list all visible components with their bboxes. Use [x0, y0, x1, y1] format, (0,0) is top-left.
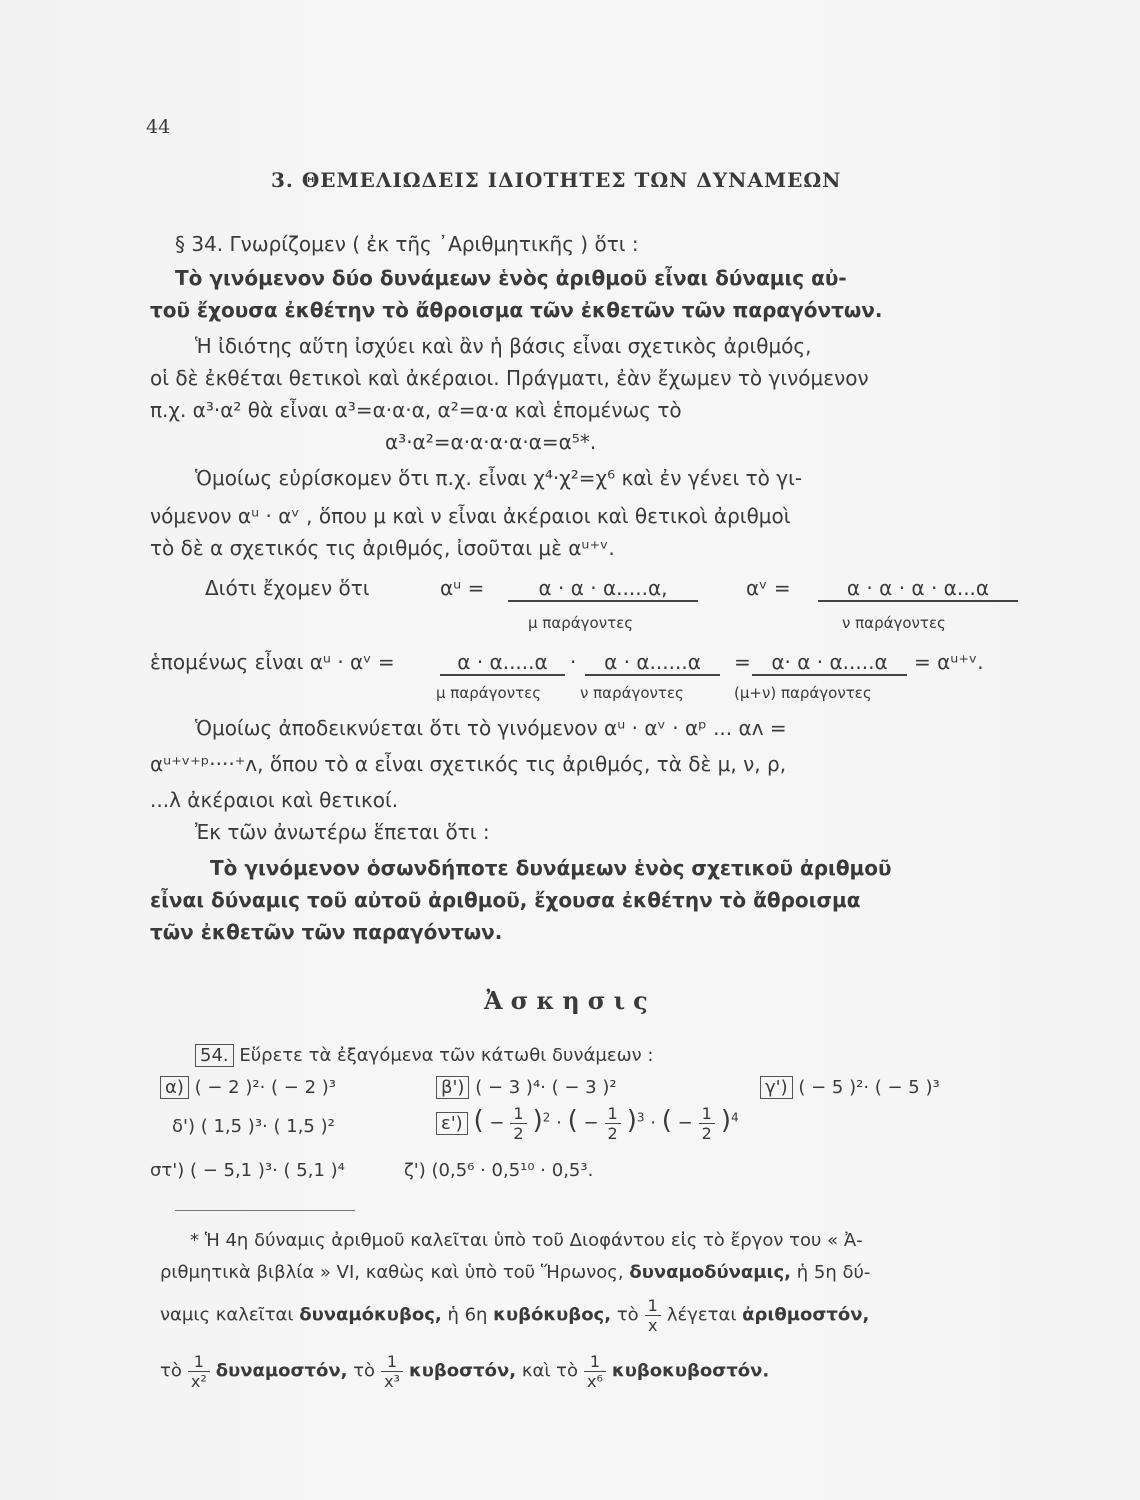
para34-line9: τὸ δὲ α σχετικός τις ἀριθμός, ἰσοῦται μὲ αᵘ⁺ᵛ. [150, 536, 615, 560]
exercise-c-expr: ( − 5 )²· ( − 5 )³ [798, 1077, 940, 1098]
label-nu-factors: ν παράγοντες [842, 614, 946, 632]
exercise-e-label: ε') [436, 1112, 468, 1135]
footnote-fraction-x: $\frac{1}{x}$ [645, 1296, 661, 1335]
exercise-number: 54. [195, 1044, 234, 1067]
general-line3: ...λ ἀκέραιοι καὶ θετικοί. [150, 788, 399, 812]
exercise-b-label: β') [436, 1076, 469, 1099]
expr1-lhs: αᵘ = [440, 576, 485, 600]
label2-nu: ν παράγοντες [580, 684, 684, 702]
para34-line8: νόμενον αᵘ · αᵛ , ὅπου μ καὶ ν εἶναι ἀκέραιοι καὶ θετικοὶ ἀριθμοὶ [150, 504, 791, 528]
line2-group-sum: α· α · α.....α [752, 650, 907, 676]
line2-result: = αᵘ⁺ᵛ. [914, 650, 984, 674]
exercise-d-expr: ( 1,5 )³· ( 1,5 )² [200, 1116, 335, 1137]
exercise-e-fraction-2: $\frac{1}{2}$ [605, 1104, 621, 1143]
expr1-body: α · α · α.....α, [508, 576, 698, 602]
general-line4: Ἐκ τῶν ἀνωτέρω ἕπεται ὅτι : [195, 820, 490, 844]
general-line2: αᵘ⁺ᵛ⁺ᵖ····⁺ᴧ, ὅπου τὸ α εἶναι σχετικός τις ἀριθμός, τὰ δὲ μ, ν, ρ, [150, 752, 787, 776]
line2-lead: ἑπομένως εἶναι αᵘ · αᵛ = [150, 650, 395, 674]
line2-group-mu: α · α.....α [440, 650, 565, 676]
exercise-54-prompt [195, 1044, 654, 1067]
derivation-lead: Διότι ἔχομεν ὅτι [205, 576, 370, 600]
exercise-c-label: γ') [760, 1076, 793, 1099]
footnote-fraction-x6: $\frac{1}{\text{x⁶}}$ [584, 1352, 606, 1391]
para34-line6: α³·α²=α·α·α·α·α=α⁵*. [385, 430, 597, 454]
exercise-g-label: ζ') [404, 1160, 426, 1181]
exercise-f [150, 1160, 345, 1181]
label-mu-factors: μ παράγοντες [528, 614, 634, 632]
page-number: 44 [146, 116, 171, 138]
expr2-body: α · α · α · α...α [818, 576, 1018, 602]
para34-line7: Ὁμοίως εὑρίσκομεν ὅτι π.χ. εἶναι χ⁴·χ²=χ⁶ καὶ ἐν γένει τὸ γι- [195, 466, 803, 490]
exercise-b [436, 1076, 617, 1099]
para34-intro: § 34. Γνωρίζομεν ( ἐκ τῆς ᾽Αριθμητικῆς ) ὅτι : [175, 232, 639, 256]
exercise-a-expr: ( − 2 )²· ( − 2 )³ [194, 1077, 336, 1098]
general-line1: Ὁμοίως ἀποδεικνύεται ὅτι τὸ γινόμενον αᵘ · αᵛ · αᵖ ... αᴧ = [195, 716, 787, 740]
rule2-line1: Τὸ γινόμενον ὁσωνδήποτε δυνάμεων ἑνὸς σχετικοῦ ἀριθμοῦ [210, 856, 892, 880]
exercise-c [760, 1076, 940, 1099]
rule2-line3: τῶν ἐκθετῶν τῶν παραγόντων. [150, 920, 503, 944]
rule2-line2: εἶναι δύναμις τοῦ αὐτοῦ ἀριθμοῦ, ἔχουσα ἐκθέτην τὸ ἄθροισμα [150, 888, 861, 912]
exercise-d-label: δ') [172, 1116, 195, 1137]
para34-line3: Ἡ ἰδιότης αὕτη ἰσχύει καὶ ἂν ἡ βάσις εἶναι σχετικὸς ἀριθμός, [195, 334, 812, 358]
footnote-divider [175, 1210, 355, 1211]
label2-mu: μ παράγοντες [436, 684, 542, 702]
footnote-fraction-x3: $\frac{1}{\text{x³}}$ [381, 1352, 403, 1391]
exercise-e-fraction-1: $\frac{1}{2}$ [510, 1104, 526, 1143]
exercise-b-expr: ( − 3 )⁴· ( − 3 )² [475, 1077, 617, 1098]
exercise-d [172, 1116, 335, 1137]
section-title: 3. ΘΕΜΕΛΙΩΔΕΙΣ ΙΔΙΟΤΗΤΕΣ ΤΩΝ ΔΥΝΑΜΕΩΝ [271, 168, 842, 192]
para34-line5: π.χ. α³·α² θὰ εἶναι α³=α·α·α, α²=α·α καὶ ἑπομένως τὸ [150, 398, 682, 422]
exercise-g [404, 1160, 593, 1181]
line2-dot: · [570, 650, 577, 674]
exercise-g-expr: (0,5⁶ · 0,5¹⁰ · 0,5³. [431, 1160, 594, 1181]
exercise-e-fraction-3: $\frac{1}{2}$ [699, 1104, 715, 1143]
exercises-heading: Ἀσκησις [484, 986, 656, 1015]
exercise-f-expr: ( − 5,1 )³· ( 5,1 )⁴ [189, 1160, 345, 1181]
exercise-f-label: στ') [150, 1160, 185, 1181]
footnote-line3: ναμις καλεῖται δυναμόκυβος, ἡ 6η κυβόκυβος, τὸ $\frac{1}{x}$ λέγεται ἀριθμοστόν, [160, 1296, 870, 1335]
expr2-lhs: αᵛ = [746, 576, 791, 600]
rule1-line1: Τὸ γινόμενον δύο δυνάμεων ἑνὸς ἀριθμοῦ εἶναι δύναμις αὐ- [175, 266, 847, 290]
rule1-line2: τοῦ ἔχουσα ἐκθέτην τὸ ἄθροισμα τῶν ἐκθετῶν τῶν παραγόντων. [150, 298, 883, 322]
label2-sum: (μ+ν) παράγοντες [734, 684, 872, 702]
exercise-prompt-text: Εὕρετε τὰ ἐξαγόμενα τῶν κάτωθι δυνάμεων : [239, 1045, 654, 1066]
footnote-line4: τὸ $\frac{1}{\text{x²}}$ δυναμοστόν, τὸ $\frac{1}{\text{x³}}$ κυβοστόν, καὶ τὸ $\frac{1}{\text{x⁶}}$ κυβοκυβοστόν. [160, 1352, 770, 1391]
line2-eq: = [734, 650, 751, 674]
exercise-a [160, 1076, 336, 1099]
exercise-a-label: α) [160, 1076, 189, 1099]
footnote-fraction-x2: $\frac{1}{\text{x²}}$ [188, 1352, 210, 1391]
line2-group-nu: α · α......α [585, 650, 720, 676]
para34-line4: οἱ δὲ ἐκθέται θετικοὶ καὶ ἀκέραιοι. Πράγματι, ἐὰν ἔχωμεν τὸ γινόμενον [150, 366, 869, 390]
footnote-line1: * Ἡ 4η δύναμις ἀριθμοῦ καλεῖται ὑπὸ τοῦ Διοφάντου εἰς τὸ ἔργον του « Ἀ- [190, 1230, 863, 1251]
footnote-line2: ριθμητικὰ βιβλία » VI, καθὼς καὶ ὑπὸ τοῦ Ἥρωνος, δυναμοδύναμις, ἡ 5η δύ- [160, 1262, 871, 1283]
exercise-e: ε') ( − $\frac{1}{2}$ )$^2$ · ( − $\frac{1}{2}$ )$^3$ · ( − $\frac{1}{2}$ )$^4$ [436, 1104, 739, 1143]
